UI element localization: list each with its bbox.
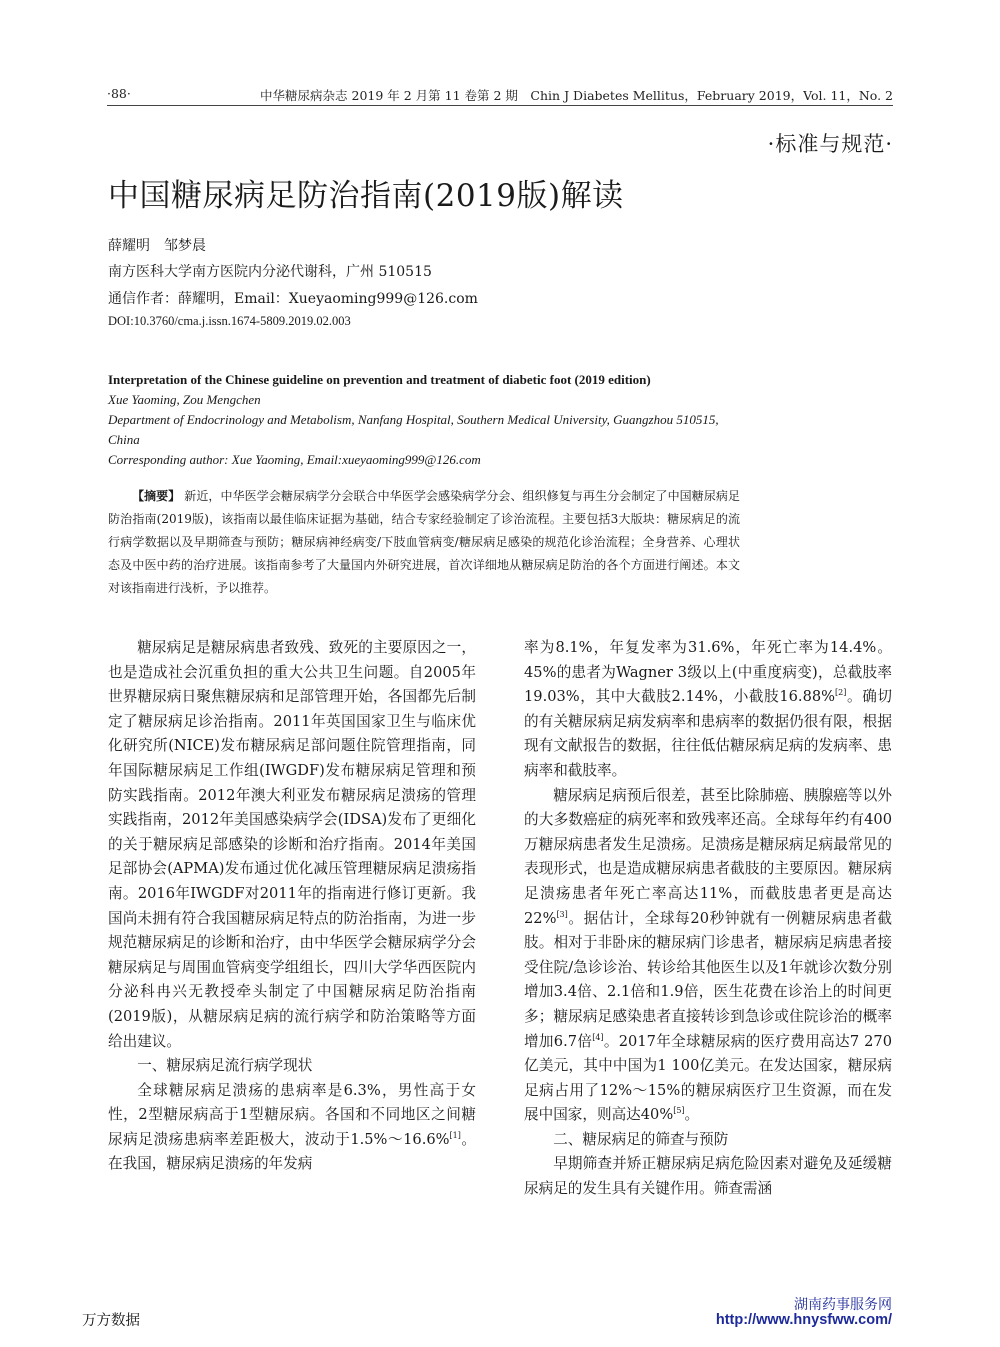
english-authors: Xue Yaoming, Zou Mengchen bbox=[108, 392, 261, 407]
paragraph: 全球糖尿病足溃疡的患病率是6.3%，男性高于女性，2型糖尿病高于1型糖尿病。各国和不同地区之间糖尿病足溃疡患病率差距极大，波动于1.5%～16.6%[1]。在我国，糖尿病足溃疡的年发病 bbox=[108, 1081, 476, 1173]
body-column-left bbox=[108, 636, 476, 1177]
body-column-right bbox=[524, 636, 892, 1202]
paragraph: 糖尿病足病预后很差，甚至比除肺癌、胰腺癌等以外的大多数癌症的病死率和致残率还高。全球每年约有400万糖尿病患者发生足溃疡。足溃疡是糖尿病足病最常见的表现形式，也是造成糖尿病患者截肢的主要原因。糖尿病足溃疡患者年死亡率高达11%，而截肢患者更是高达22%[3]。据估计，全球每20秒钟就有一例糖尿病患者截肢。相对于非卧床的糖尿病门诊患者，糖尿病足病患者接受住院/急诊诊治、转诊给其他医生以及1年就诊次数分别增加3.4倍、2.1倍和1.9倍，医生花费在诊治上的时间更多；糖尿病足感染患者直接转诊到急诊或住院诊治的概率增加6.7倍[4]。2017年全球糖尿病的医疗费用高达7 270亿美元，其中中国为1 100亿美元。在发达国家，糖尿病足病占用了12%～15%的糖尿病医疗卫生资源，而在发展中国家，则高达40%[5]。 bbox=[524, 786, 892, 1124]
citation: [5] bbox=[673, 1106, 685, 1116]
article-title: 中国糖尿病足防治指南(2019版)解读 bbox=[108, 178, 624, 214]
corresponding-author: 通信作者：薛耀明，Email：Xueyaoming999@126.com bbox=[108, 291, 478, 307]
authors: 薛耀明 邹梦晨 bbox=[108, 238, 206, 254]
watermark-site-name: 湖南药事服务网 bbox=[794, 1296, 892, 1312]
paragraph: 率为8.1%，年复发率为31.6%，年死亡率为14.4%。45%的患者为Wagner 3级以上(中重度病变)，总截肢率19.03%，其中大截肢2.14%，小截肢16.88%[2]。确切的有关糖尿病足病发病率和患病率的数据仍很有限，根据现有文献报告的数据，往往低估糖尿病足病的发病率、患病率和截肢率。 bbox=[524, 639, 892, 779]
citation: [2] bbox=[835, 688, 847, 698]
watermark-url[interactable]: http://www.hnysfww.com/ bbox=[715, 1312, 892, 1328]
header-rule bbox=[107, 105, 893, 106]
citation: [3] bbox=[556, 909, 568, 919]
abstract-label: 【摘要】 bbox=[132, 489, 181, 503]
paragraph: 糖尿病足是糖尿病患者致残、致死的主要原因之一，也是造成社会沉重负担的重大公共卫生问题。自2005年世界糖尿病日聚焦糖尿病和足部管理开始，各国都先后制定了糖尿病足诊治指南。2011年英国国家卫生与临床优化研究所(NICE)发布糖尿病足部问题住院管理指南，同年国际糖尿病足工作组(IWGDF)发布糖尿病足管理和预防实践指南。2012年澳大利亚发布糖尿病足溃疡的管理实践指南，2012年美国感染病学会(IDSA)发布了更细化的关于糖尿病足部感染的诊断和治疗指南。2014年美国足部协会(APMA)发布通过优化减压管理糖尿病足溃疡指南。2016年IWGDF对2011年的指南进行修订更新。我国尚未拥有符合我国糖尿病足特点的防治指南，为进一步规范糖尿病足的诊断和治疗，由中华医学会糖尿病学分会糖尿病足与周围血管病变学组组长，四川大学华西医院内分泌科冉兴无教授牵头制定了中国糖尿病足防治指南(2019版)，从糖尿病足病的流行病学和防治策略等方面给出建议。 bbox=[108, 639, 476, 1050]
english-affiliation: Department of Endocrinology and Metabolism, Nanfang Hospital, Southern Medical University, Guangzhou 510515, China bbox=[108, 412, 719, 447]
doi: DOI:10.3760/cma.j.issn.1674-5809.2019.02.003 bbox=[108, 314, 351, 328]
abstract-text: 新近，中华医学会糖尿病学分会联合中华医学会感染病学分会、组织修复与再生分会制定了中国糖尿病足防治指南(2019版)，该指南以最佳临床证据为基础，结合专家经验制定了诊治流程。主要包括3大版块：糖尿病足的流行病学数据以及早期筛查与预防；糖尿病神经病变/下肢血管病变/糖尿病足感染的规范化诊治流程；全身营养、心理状态及中医中药的治疗进展。该指南参考了大量国内外研究进展，首次详细地从糖尿病足防治的各个方面进行阐述。本文对该指南进行浅析，予以推荐。 bbox=[108, 489, 740, 595]
footer-source: 万方数据 bbox=[82, 1313, 140, 1329]
column-tag: ·标准与规范· bbox=[767, 132, 893, 156]
citation: [4] bbox=[592, 1032, 604, 1042]
abstract bbox=[108, 485, 740, 600]
affiliation: 南方医科大学南方医院内分泌代谢科，广州 510515 bbox=[108, 264, 432, 280]
english-corresponding: Corresponding author: Xue Yaoming, Email:xueyaoming999@126.com bbox=[108, 452, 481, 467]
section-heading: 二、糖尿病足的筛查与预防 bbox=[553, 1130, 729, 1148]
citation: [1] bbox=[449, 1130, 461, 1140]
section-heading: 一、糖尿病足流行病学现状 bbox=[137, 1057, 313, 1075]
paragraph: 早期筛查并矫正糖尿病足病危险因素对避免及延缓糖尿病足的发生具有关键作用。筛查需涵 bbox=[524, 1155, 892, 1198]
page-number: ·88· bbox=[107, 86, 131, 101]
running-header: 中华糖尿病杂志 2019 年 2 月第 11 卷第 2 期 Chin J Diabetes Mellitus，February 2019，Vol. 11，No. 2 bbox=[260, 88, 893, 103]
english-title: Interpretation of the Chinese guideline on prevention and treatment of diabetic foot (2019 edition) bbox=[108, 372, 651, 387]
